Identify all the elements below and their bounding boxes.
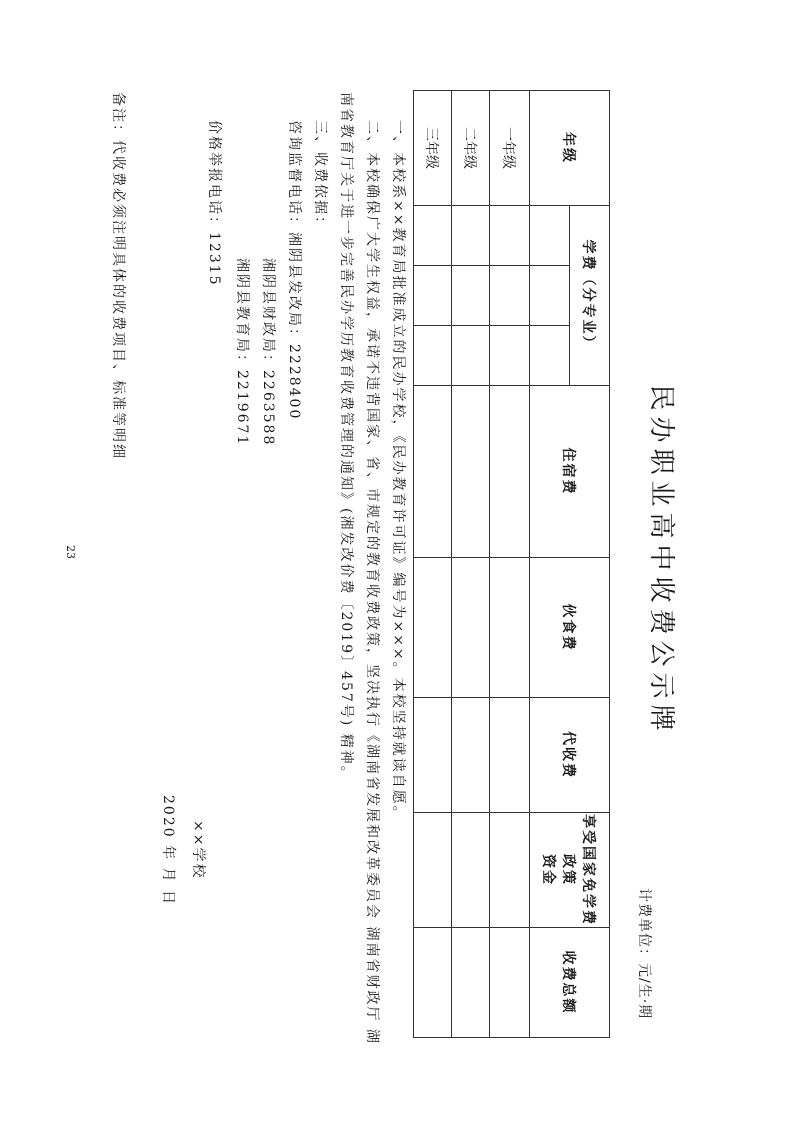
- table-cell: [490, 326, 530, 386]
- paragraph-1: 一、本校系××教育局批准成立的民办学校，《民办教育许可证》编号为×××。本校坚持就读自愿。: [390, 120, 406, 822]
- header-subsidy-line1: 享受国家免学费政策: [560, 814, 597, 927]
- header-subsidy-line2: 资金: [540, 854, 557, 887]
- table-cell: [490, 206, 530, 266]
- header-tuition: 学费（分专业）: [570, 206, 610, 386]
- table-cell: [452, 206, 490, 266]
- billing-unit-label: 计费单位：元/生·期: [636, 888, 652, 1020]
- signature-date: 2020 年 月 日: [160, 795, 176, 906]
- table-cell: [414, 928, 452, 1038]
- table-cell: [490, 266, 530, 326]
- table-cell: [490, 813, 530, 928]
- tuition-subcell: [530, 266, 570, 326]
- table-row: [452, 91, 490, 1038]
- tuition-subcell: [530, 206, 570, 266]
- table-cell: [490, 928, 530, 1038]
- table-cell: [490, 386, 530, 558]
- consult-education-line: 湘阴县教育局：2219671: [234, 258, 250, 447]
- paragraph-2-line1: 二、本校确保广大学生权益，承诺不违背国家、省、市规定的教育收费政策，坚决执行《湖南省发展和改革委员会 湖南省财政厅 湖: [364, 120, 380, 1045]
- page-title: 民办职业高中收费公示牌: [646, 384, 676, 737]
- fee-table: [413, 90, 610, 1038]
- header-accommodation: 住宿费: [530, 386, 610, 558]
- tuition-subcell: [530, 326, 570, 386]
- table-cell: [452, 813, 490, 928]
- table-cell: [452, 326, 490, 386]
- table-cell: [452, 386, 490, 558]
- table-cell: [452, 558, 490, 698]
- header-subsidy: [530, 813, 610, 928]
- table-row: [414, 91, 452, 1038]
- table-cell: [414, 698, 452, 813]
- table-cell: [490, 558, 530, 698]
- consult-finance-line: 湘阴县财政局：2263588: [260, 258, 276, 447]
- table-cell: [452, 698, 490, 813]
- header-meals: 伙食费: [530, 558, 610, 698]
- page-number: 23: [64, 545, 77, 559]
- footnote: 备注：代收费必须注明具体的收费项目、标准等明细: [110, 92, 126, 460]
- paragraph-2-line2: 南省教育厅关于进一步完善民办学历教育收费管理的通知》(湘发改价费〔2019〕457号) 精神。: [338, 92, 354, 782]
- header-grade: 年级: [530, 91, 610, 206]
- table-cell: [414, 558, 452, 698]
- grade-cell: 三年级: [414, 91, 452, 206]
- table-cell: [414, 326, 452, 386]
- table-row: [490, 91, 530, 1038]
- consult-phone-line: 咨询监督电话：湘阴县发改局：2228400: [286, 120, 302, 421]
- grade-cell: 一年级: [490, 91, 530, 206]
- table-cell: [414, 206, 452, 266]
- table-cell: [490, 698, 530, 813]
- table-cell: [452, 266, 490, 326]
- price-report-line: 价格举报电话：12315: [206, 120, 222, 287]
- table-cell: [414, 266, 452, 326]
- table-cell: [414, 386, 452, 558]
- paragraph-3: 三、收费依据：: [312, 120, 328, 232]
- table-cell: [452, 928, 490, 1038]
- header-agency: 代收费: [530, 698, 610, 813]
- grade-cell: 二年级: [452, 91, 490, 206]
- header-total: 收费总额: [530, 928, 610, 1038]
- signature-school: ××学校: [190, 820, 206, 880]
- table-cell: [414, 813, 452, 928]
